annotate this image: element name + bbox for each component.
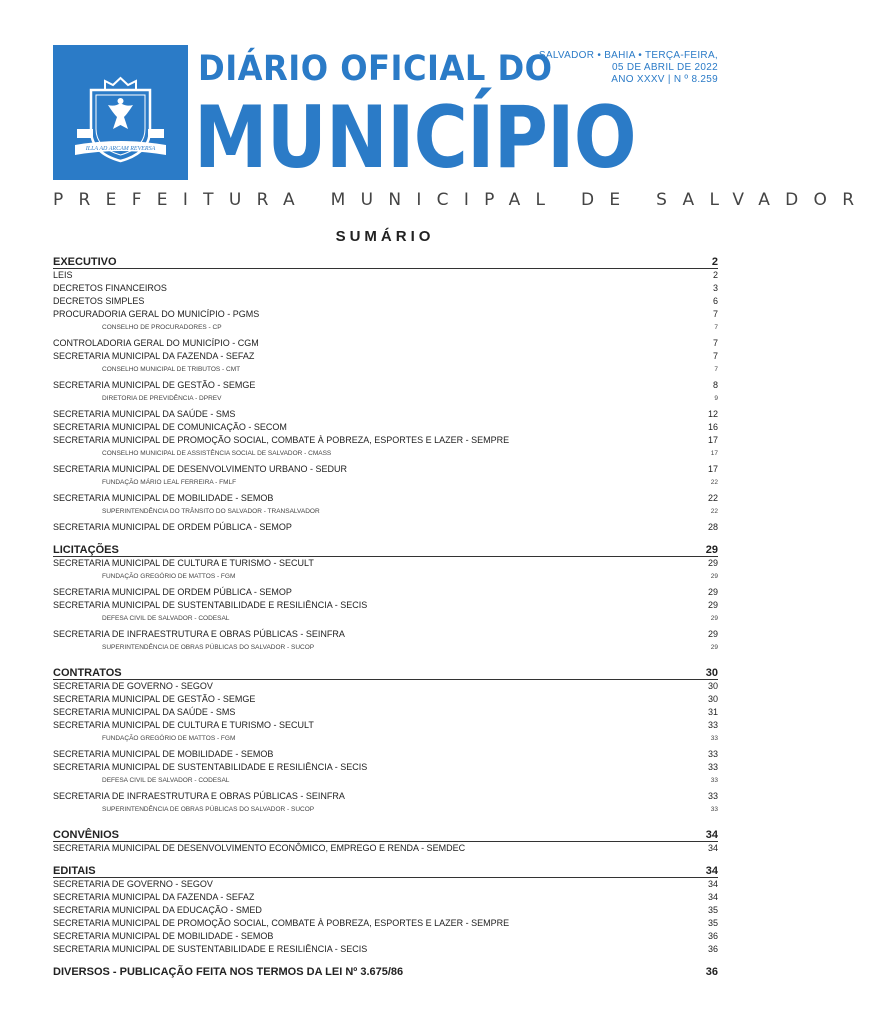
section-heading — [53, 826, 718, 842]
toc-entry — [53, 421, 718, 434]
section-page-number: 29 — [705, 544, 718, 556]
entry-label: DIRETORIA DE PREVIDÊNCIA - DPREV — [102, 395, 222, 402]
entry-label: SECRETARIA MUNICIPAL DA SAÚDE - SMS — [53, 707, 236, 717]
toc-entry — [53, 930, 718, 943]
entry-label: LEIS — [53, 270, 73, 280]
dateline-line-1: SALVADOR • BAHIA • TERÇA-FEIRA, — [538, 50, 718, 61]
entry-page-number: 34 — [707, 879, 718, 889]
entry-page-number: 33 — [707, 749, 718, 759]
entry-label: PROCURADORIA GERAL DO MUNICÍPIO - PGMS — [53, 309, 260, 319]
entry-label: SECRETARIA DE INFRAESTRUTURA E OBRAS PÚBLICAS - SEINFRA — [53, 791, 345, 801]
entry-label: CONSELHO DE PROCURADORES - CP — [102, 324, 222, 331]
section-heading — [53, 664, 718, 680]
section-title: LICITAÇÕES — [53, 544, 119, 556]
final-section-heading — [53, 962, 718, 978]
toc-subentry — [53, 803, 718, 816]
entry-page-number: 29 — [710, 573, 718, 580]
entry-label: SECRETARIA DE INFRAESTRUTURA E OBRAS PÚBLICAS - SEINFRA — [53, 629, 345, 639]
entry-page-number: 35 — [707, 918, 718, 928]
toc-entry — [53, 492, 718, 505]
entry-label: SECRETARIA DE GOVERNO - SEGOV — [53, 681, 213, 691]
entry-page-number: 30 — [707, 694, 718, 704]
entry-page-number: 22 — [710, 508, 718, 515]
toc-entry — [53, 379, 718, 392]
masthead-title-top: DIÁRIO OFICIAL DO — [198, 49, 553, 89]
toc-entry — [53, 842, 718, 855]
toc-subentry — [53, 641, 718, 654]
toc-entry — [53, 308, 718, 321]
section-title: EDITAIS — [53, 865, 96, 877]
toc-entry — [53, 891, 718, 904]
entry-page-number: 34 — [707, 892, 718, 902]
toc-entry — [53, 586, 718, 599]
entry-label: SECRETARIA MUNICIPAL DE SUSTENTABILIDADE E RESILIÊNCIA - SECIS — [53, 762, 368, 772]
toc-entry — [53, 693, 718, 706]
toc-subentry — [53, 476, 718, 489]
entry-page-number: 34 — [707, 843, 718, 853]
entry-page-number: 33 — [707, 791, 718, 801]
toc-entry — [53, 269, 718, 282]
dateline-line-3: ANO XXXV | N º 8.259 — [611, 74, 718, 85]
section-heading — [53, 862, 718, 878]
toc-subentry — [53, 732, 718, 745]
entry-page-number: 29 — [707, 558, 718, 568]
section-page-number: 30 — [705, 667, 718, 679]
entry-page-number: 31 — [707, 707, 718, 717]
toc-entry — [53, 790, 718, 803]
section-heading — [53, 253, 718, 269]
entry-page-number: 33 — [710, 806, 718, 813]
entry-label: SECRETARIA MUNICIPAL DE SUSTENTABILIDADE E RESILIÊNCIA - SECIS — [53, 944, 368, 954]
entry-page-number: 29 — [707, 629, 718, 639]
entry-label: SECRETARIA MUNICIPAL DA SAÚDE - SMS — [53, 409, 236, 419]
entry-page-number: 6 — [712, 296, 718, 306]
entry-page-number: 22 — [707, 493, 718, 503]
toc-entry — [53, 748, 718, 761]
toc-subentry — [53, 321, 718, 334]
toc-entry — [53, 408, 718, 421]
prefeitura-subtitle: PREFEITURA MUNICIPAL DE SALVADOR — [53, 190, 869, 210]
toc-entry — [53, 943, 718, 956]
crest-motto: ILLA AD ARCAM REVERSA — [85, 146, 156, 152]
toc-entry — [53, 337, 718, 350]
crest-icon — [53, 45, 188, 180]
entry-label: SECRETARIA DE GOVERNO - SEGOV — [53, 879, 213, 889]
toc-entry — [53, 761, 718, 774]
toc-entry — [53, 521, 718, 534]
masthead-title-main: MUNICÍPIO — [194, 88, 636, 188]
entry-page-number: 36 — [707, 931, 718, 941]
entry-label: SECRETARIA MUNICIPAL DE MOBILIDADE - SEMOB — [53, 931, 274, 941]
entry-label: SECRETARIA MUNICIPAL DE DESENVOLVIMENTO ECONÔMICO, EMPREGO E RENDA - SEMDEC — [53, 843, 466, 853]
final-section-title: DIVERSOS - PUBLICAÇÃO FEITA NOS TERMOS DA LEI Nº 3.675/86 — [53, 966, 404, 978]
entry-label: SECRETARIA MUNICIPAL DE PROMOÇÃO SOCIAL, COMBATE À POBREZA, ESPORTES E LAZER - SEMPRE — [53, 435, 510, 445]
toc-entry — [53, 463, 718, 476]
sumario-title: SUMÁRIO — [335, 228, 435, 245]
section-page-number: 34 — [705, 865, 718, 877]
entry-label: SECRETARIA MUNICIPAL DE COMUNICAÇÃO - SECOM — [53, 422, 287, 432]
entry-page-number: 35 — [707, 905, 718, 915]
entry-page-number: 22 — [710, 479, 718, 486]
entry-label: SECRETARIA MUNICIPAL DA FAZENDA - SEFAZ — [53, 351, 255, 361]
toc-entry — [53, 878, 718, 891]
entry-page-number: 33 — [710, 777, 718, 784]
toc-entry — [53, 628, 718, 641]
toc-subentry — [53, 447, 718, 460]
toc-subentry — [53, 612, 718, 625]
entry-page-number: 17 — [707, 435, 718, 445]
entry-label: SECRETARIA MUNICIPAL DE CULTURA E TURISMO - SECULT — [53, 558, 314, 568]
section-title: EXECUTIVO — [53, 256, 117, 268]
entry-label: SECRETARIA MUNICIPAL DE ORDEM PÚBLICA - SEMOP — [53, 587, 292, 597]
toc-entry — [53, 706, 718, 719]
entry-label: SECRETARIA MUNICIPAL DE GESTÃO - SEMGE — [53, 694, 256, 704]
toc-subentry — [53, 363, 718, 376]
final-section-page-number: 36 — [705, 966, 718, 978]
entry-label: SECRETARIA MUNICIPAL DE CULTURA E TURISMO - SECULT — [53, 720, 314, 730]
entry-page-number: 8 — [712, 380, 718, 390]
toc-entry — [53, 599, 718, 612]
entry-page-number: 17 — [710, 450, 718, 457]
entry-page-number: 3 — [712, 283, 718, 293]
entry-page-number: 33 — [707, 762, 718, 772]
section-heading — [53, 541, 718, 557]
toc-entry — [53, 295, 718, 308]
entry-page-number: 29 — [707, 587, 718, 597]
entry-page-number: 33 — [710, 735, 718, 742]
section-title: CONVÊNIOS — [53, 829, 120, 841]
entry-label: SECRETARIA MUNICIPAL DE PROMOÇÃO SOCIAL, COMBATE À POBREZA, ESPORTES E LAZER - SEMPRE — [53, 918, 510, 928]
entry-label: DEFESA CIVIL DE SALVADOR - CODESAL — [102, 615, 230, 622]
entry-page-number: 7 — [712, 338, 718, 348]
entry-page-number: 28 — [707, 522, 718, 532]
entry-page-number: 2 — [712, 270, 718, 280]
entry-page-number: 29 — [710, 644, 718, 651]
dateline — [539, 50, 718, 86]
entry-page-number: 29 — [710, 615, 718, 622]
entry-label: DECRETOS FINANCEIROS — [53, 283, 167, 293]
entry-page-number: 7 — [712, 309, 718, 319]
entry-page-number: 9 — [714, 395, 718, 402]
toc-subentry — [53, 774, 718, 787]
entry-label: CONSELHO MUNICIPAL DE ASSISTÊNCIA SOCIAL DE SALVADOR - CMASS — [102, 450, 332, 457]
toc-entry — [53, 282, 718, 295]
entry-label: DECRETOS SIMPLES — [53, 296, 145, 306]
entry-label: SECRETARIA MUNICIPAL DE MOBILIDADE - SEMOB — [53, 749, 274, 759]
entry-page-number: 12 — [707, 409, 718, 419]
entry-label: SUPERINTENDÊNCIA DE OBRAS PÚBLICAS DO SALVADOR - SUCOP — [102, 806, 315, 813]
entry-page-number: 7 — [712, 351, 718, 361]
section-page-number: 34 — [705, 829, 718, 841]
entry-page-number: 33 — [707, 720, 718, 730]
city-crest-logo — [53, 45, 188, 180]
toc-entry — [53, 557, 718, 570]
entry-label: SECRETARIA MUNICIPAL DE MOBILIDADE - SEMOB — [53, 493, 274, 503]
toc-entry — [53, 904, 718, 917]
toc-subentry — [53, 505, 718, 518]
section-title: CONTRATOS — [53, 667, 122, 679]
toc-entry — [53, 917, 718, 930]
toc-subentry — [53, 570, 718, 583]
entry-label: CONSELHO MUNICIPAL DE TRIBUTOS - CMT — [102, 366, 241, 373]
entry-page-number: 36 — [707, 944, 718, 954]
table-of-contents — [53, 253, 718, 978]
entry-label: SUPERINTENDÊNCIA DO TRÂNSITO DO SALVADOR - TRANSALVADOR — [102, 508, 320, 515]
toc-entry — [53, 434, 718, 447]
entry-label: SECRETARIA MUNICIPAL DE ORDEM PÚBLICA - SEMOP — [53, 522, 292, 532]
entry-label: SECRETARIA MUNICIPAL DE DESENVOLVIMENTO URBANO - SEDUR — [53, 464, 348, 474]
entry-page-number: 7 — [714, 366, 718, 373]
entry-page-number: 17 — [707, 464, 718, 474]
toc-entry — [53, 680, 718, 693]
entry-label: SECRETARIA MUNICIPAL DE SUSTENTABILIDADE E RESILIÊNCIA - SECIS — [53, 600, 368, 610]
toc-entry — [53, 350, 718, 363]
entry-label: FUNDAÇÃO MÁRIO LEAL FERREIRA - FMLF — [102, 479, 237, 486]
masthead — [53, 45, 718, 188]
entry-page-number: 7 — [714, 324, 718, 331]
entry-label: CONTROLADORIA GERAL DO MUNICÍPIO - CGM — [53, 338, 259, 348]
dateline-line-2: 05 DE ABRIL DE 2022 — [612, 62, 718, 73]
entry-label: SECRETARIA MUNICIPAL DA EDUCAÇÃO - SMED — [53, 905, 262, 915]
section-page-number: 2 — [711, 256, 718, 268]
entry-label: SECRETARIA MUNICIPAL DA FAZENDA - SEFAZ — [53, 892, 255, 902]
entry-label: FUNDAÇÃO GREGÓRIO DE MATTOS - FGM — [102, 573, 236, 580]
entry-label: SECRETARIA MUNICIPAL DE GESTÃO - SEMGE — [53, 380, 256, 390]
entry-label: SUPERINTENDÊNCIA DE OBRAS PÚBLICAS DO SALVADOR - SUCOP — [102, 644, 315, 651]
entry-label: DEFESA CIVIL DE SALVADOR - CODESAL — [102, 777, 230, 784]
toc-subentry — [53, 392, 718, 405]
entry-page-number: 29 — [707, 600, 718, 610]
toc-entry — [53, 719, 718, 732]
entry-label: FUNDAÇÃO GREGÓRIO DE MATTOS - FGM — [102, 735, 236, 742]
entry-page-number: 30 — [707, 681, 718, 691]
entry-page-number: 16 — [707, 422, 718, 432]
